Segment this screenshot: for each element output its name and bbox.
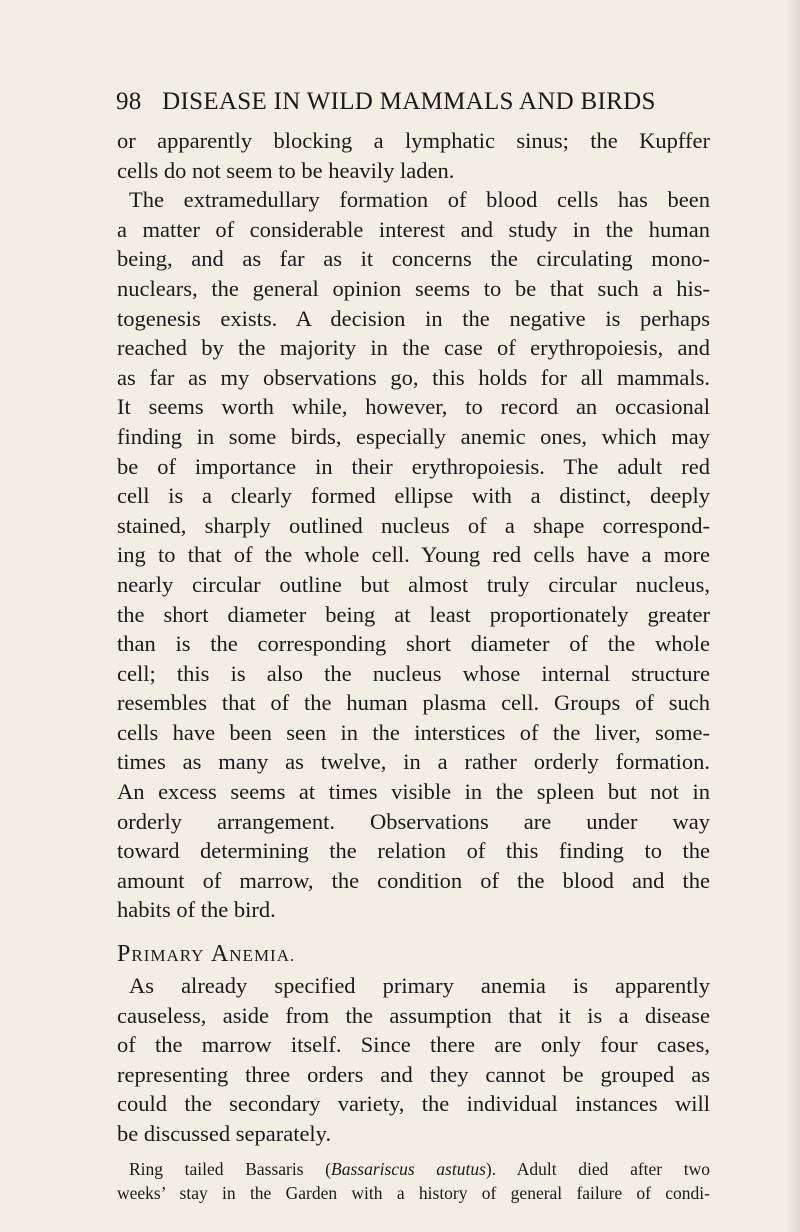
text-line: stained, sharply outlined nucleus of a shape correspond- [117, 512, 710, 538]
text-line: An excess seems at times visible in the spleen but not in [117, 779, 710, 805]
section-heading-primary-anemia [117, 939, 710, 969]
text-line: amount of marrow, the condition of the blood and the [117, 867, 710, 893]
text-line: cells have been seen in the interstices of the liver, some- [117, 719, 710, 745]
running-header [116, 88, 716, 116]
text-line: being, and as far as it concerns the circulating mono- [117, 246, 710, 272]
text-line: be discussed separately. [117, 1121, 332, 1146]
text-line: As already specified primary anemia is apparently [129, 973, 710, 999]
text-line: than is the corresponding short diameter of the whole [117, 631, 710, 657]
heading-initial: A [210, 941, 230, 968]
heading-smallcaps: RIMARY [131, 946, 205, 966]
text-line: cells do not seem to be heavily laden. [117, 157, 455, 183]
text-line: causeless, aside from the assumption that it is a disease [117, 1002, 710, 1028]
text-line: togenesis exists. A decision in the negative is perhaps [117, 305, 710, 331]
note-line: weeks’ stay in the Garden with a history of general failure of condi- [117, 1182, 710, 1203]
species-name: Bassariscus astutus [331, 1158, 486, 1179]
text-line: The extramedullary formation of blood cells has been [129, 187, 710, 213]
note-text: Ring tailed Bassaris ( [129, 1158, 332, 1179]
text-line: cell; this is also the nucleus whose internal structure [117, 660, 710, 686]
text-line: orderly arrangement. Observations are under way [117, 808, 710, 834]
text-line: It seems worth while, however, to record an occasional [117, 394, 710, 420]
note-line [117, 1157, 710, 1181]
case-note [117, 1157, 710, 1205]
text-line: reached by the majority in the case of erythropoiesis, and [117, 335, 710, 361]
text-line: could the secondary variety, the individual instances will [117, 1091, 710, 1117]
body-text [117, 126, 710, 1205]
text-line: resembles that of the human plasma cell. Groups of such [117, 690, 710, 716]
text-line: nearly circular outline but almost truly circular nucleus, [117, 571, 710, 597]
text-line: times as many as twelve, in a rather orderly formation. [117, 749, 710, 775]
page-edge-shadow [786, 0, 800, 1232]
running-title: DISEASE IN WILD MAMMALS AND BIRDS [162, 88, 656, 115]
text-line: or apparently blocking a lymphatic sinus; the Kupffer [117, 128, 710, 153]
text-line: a matter of considerable interest and study in the human [117, 216, 710, 242]
paragraph-primary-anemia [117, 971, 710, 1149]
text-line: toward determining the relation of this finding to the [117, 838, 710, 864]
text-line: the short diameter being at least proportionately greater [117, 601, 710, 627]
text-line: as far as my observations go, this holds for all mammals. [117, 364, 710, 390]
heading-initial: P [117, 941, 132, 968]
text-line: representing three orders and they cannot be grouped as [117, 1061, 710, 1087]
paragraph-extramedullary [117, 185, 710, 925]
paragraph-continuation [117, 126, 710, 185]
text-line: habits of the bird. [117, 897, 276, 923]
text-line: ing to that of the whole cell. Young red cells have a more [117, 542, 710, 568]
text-line: be of importance in their erythropoiesis. The adult red [117, 453, 710, 479]
text-line: finding in some birds, especially anemic ones, which may [117, 423, 710, 449]
note-text: ). Adult died after two [485, 1158, 711, 1179]
text-line: cell is a clearly formed ellipse with a distinct, deeply [117, 483, 710, 509]
text-line: of the marrow itself. Since there are only four cases, [117, 1032, 710, 1058]
text-line: nuclears, the general opinion seems to be that such a his- [117, 275, 710, 301]
heading-smallcaps: NEMIA. [229, 946, 296, 966]
page-number: 98 [116, 88, 142, 115]
